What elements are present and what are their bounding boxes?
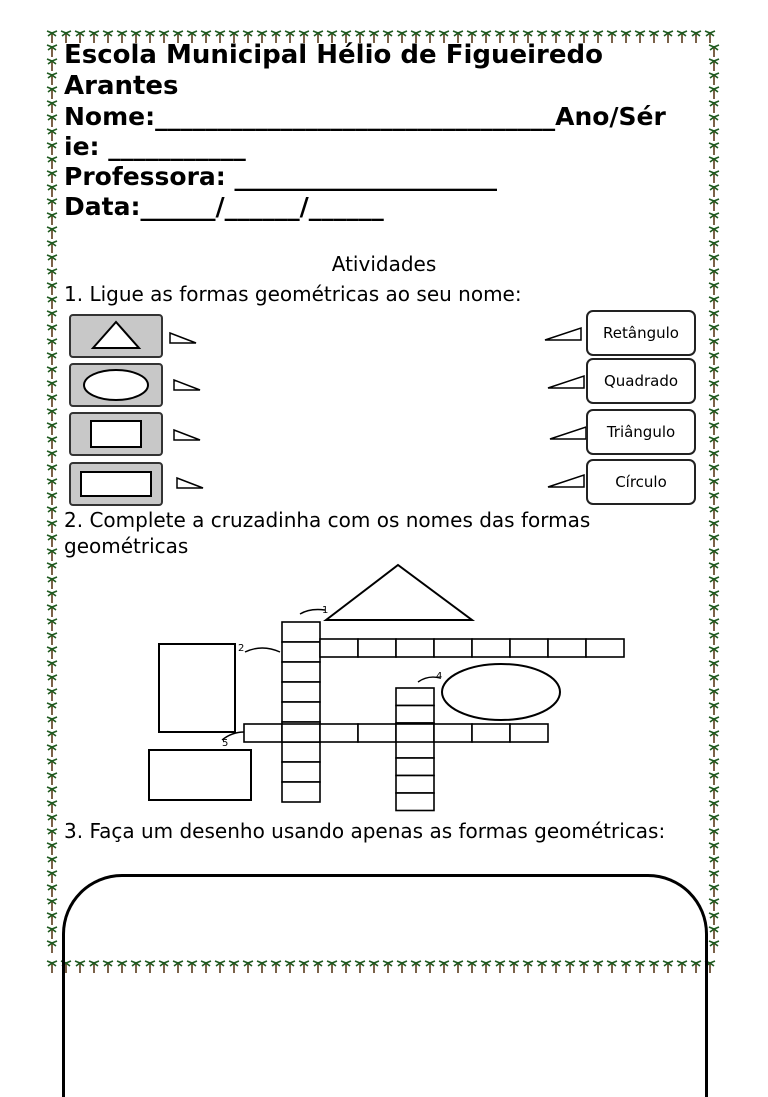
crossword-cell[interactable]	[396, 776, 434, 794]
palm-icon	[47, 241, 57, 253]
palm-icon	[47, 885, 57, 897]
pencil-arrow-icon	[546, 374, 586, 392]
palm-icon	[47, 213, 57, 225]
date-field-line: Data:______/______/______	[64, 192, 384, 221]
palm-icon	[47, 325, 57, 337]
palm-icon	[47, 171, 57, 183]
circle-shape-icon	[71, 365, 161, 405]
palm-icon	[709, 129, 719, 141]
crossword-cell[interactable]	[244, 724, 282, 742]
palm-icon	[47, 227, 57, 239]
palm-icon	[47, 87, 57, 99]
palm-icon	[47, 899, 57, 911]
palm-icon	[709, 941, 719, 953]
crossword-cell[interactable]	[586, 639, 624, 657]
palm-icon	[709, 367, 719, 379]
crossword-cell[interactable]	[472, 724, 510, 742]
crossword-cell[interactable]	[396, 724, 434, 742]
palm-icon	[47, 129, 57, 141]
palm-icon	[709, 885, 719, 897]
palm-icon	[709, 479, 719, 491]
pencil-arrow-icon	[175, 475, 207, 491]
activities-title: Atividades	[331, 252, 437, 276]
palm-icon	[47, 409, 57, 421]
palm-icon	[709, 353, 719, 365]
crossword-cell[interactable]	[434, 639, 472, 657]
crossword-cell[interactable]	[282, 762, 320, 782]
square-shape-icon	[71, 414, 161, 454]
clue-number-1: 1	[322, 605, 329, 616]
palm-icon	[47, 871, 57, 883]
palm-icon	[47, 59, 57, 71]
palm-icon	[709, 871, 719, 883]
crossword-cell[interactable]	[396, 758, 434, 776]
palm-icon	[47, 941, 57, 953]
palm-icon	[709, 101, 719, 113]
palm-icon	[47, 913, 57, 925]
crossword-cell[interactable]	[434, 724, 472, 742]
palm-icon	[47, 73, 57, 85]
palm-icon	[709, 325, 719, 337]
palm-icon	[709, 857, 719, 869]
palm-icon	[709, 521, 719, 533]
palm-icon	[47, 843, 57, 855]
palm-icon	[709, 283, 719, 295]
palm-icon	[709, 171, 719, 183]
palm-icon	[709, 185, 719, 197]
palm-icon	[709, 395, 719, 407]
palm-icon	[709, 115, 719, 127]
palm-icon	[47, 535, 57, 547]
palm-icon	[709, 87, 719, 99]
question-3: 3. Faça um desenho usando apenas as formas geométricas:	[64, 819, 666, 843]
palm-icon	[705, 31, 715, 43]
clue-number-2: 2	[238, 643, 245, 654]
crossword-cell[interactable]	[282, 724, 320, 742]
crossword-cell[interactable]	[282, 682, 320, 702]
crossword-cell[interactable]	[282, 642, 320, 662]
palm-icon	[709, 227, 719, 239]
name-card-quadrado: Quadrado	[586, 358, 696, 404]
palm-icon	[709, 843, 719, 855]
palm-icon	[709, 213, 719, 225]
palm-icon	[47, 31, 57, 43]
palm-icon	[709, 507, 719, 519]
crossword-cell[interactable]	[548, 639, 586, 657]
name-field-line: Nome:________________________________Ano/Sér	[64, 102, 666, 131]
palm-icon	[47, 493, 57, 505]
palm-icon	[47, 451, 57, 463]
serie-field-line: ie: ___________	[64, 132, 246, 161]
rectangle-shape-icon	[71, 464, 161, 504]
palm-icon	[47, 423, 57, 435]
crossword-cell[interactable]	[320, 639, 358, 657]
crossword-cell[interactable]	[472, 639, 510, 657]
palm-icon	[47, 45, 57, 57]
palm-icon	[709, 829, 719, 841]
palm-icon	[47, 157, 57, 169]
teacher-field-line: Professora: _____________________	[64, 162, 497, 191]
palm-icon	[47, 269, 57, 281]
palm-icon	[47, 185, 57, 197]
pencil-arrow-icon	[548, 425, 588, 443]
palm-icon	[47, 465, 57, 477]
pencil-arrow-icon	[543, 326, 583, 344]
palm-icon	[709, 143, 719, 155]
palm-icon	[709, 311, 719, 323]
palm-icon	[709, 913, 719, 925]
square-card	[69, 412, 163, 456]
palm-icon	[47, 507, 57, 519]
palm-icon	[709, 493, 719, 505]
palm-icon	[47, 283, 57, 295]
palm-icon	[709, 927, 719, 939]
palm-icon	[709, 899, 719, 911]
palm-icon	[47, 857, 57, 869]
crossword-cell[interactable]	[396, 793, 434, 811]
palm-icon	[709, 241, 719, 253]
palm-icon	[709, 199, 719, 211]
palm-icon	[47, 395, 57, 407]
palm-icon	[709, 45, 719, 57]
palm-icon	[709, 59, 719, 71]
palm-icon	[709, 73, 719, 85]
palm-icon	[709, 157, 719, 169]
pencil-arrow-icon	[168, 330, 200, 346]
crossword-cell[interactable]	[282, 782, 320, 802]
crossword-cell[interactable]	[510, 724, 548, 742]
palm-icon	[47, 115, 57, 127]
palm-icon	[709, 437, 719, 449]
crossword-cell[interactable]	[358, 724, 396, 742]
worksheet	[64, 40, 704, 306]
palm-icon	[47, 829, 57, 841]
palm-icon	[709, 409, 719, 421]
rectangle-card	[69, 462, 163, 506]
palm-icon	[47, 367, 57, 379]
crossword-cell[interactable]	[396, 688, 434, 706]
crossword-grid	[0, 560, 768, 820]
palm-icon	[47, 353, 57, 365]
triangle-card	[69, 314, 163, 358]
school-title: Escola Municipal Hélio de Figueiredo Arantes	[64, 40, 603, 101]
crossword-cell[interactable]	[510, 639, 548, 657]
clue-number-5: 5	[222, 738, 229, 749]
palm-icon	[709, 535, 719, 547]
palm-icon	[47, 961, 57, 973]
palm-icon	[47, 437, 57, 449]
crossword-cell[interactable]	[358, 639, 396, 657]
name-card-circulo: Círculo	[586, 459, 696, 505]
circle-card	[69, 363, 163, 407]
crossword-cell[interactable]	[396, 741, 434, 759]
name-card-retangulo: Retângulo	[586, 310, 696, 356]
palm-icon	[709, 381, 719, 393]
palm-icon	[47, 199, 57, 211]
pencil-arrow-icon	[172, 427, 204, 443]
pencil-arrow-icon	[172, 377, 204, 393]
palm-icon	[47, 311, 57, 323]
question-1: 1. Ligue as formas geométricas ao seu nome:	[64, 282, 522, 306]
palm-icon	[47, 143, 57, 155]
crossword-cell[interactable]	[282, 622, 320, 642]
question-2: 2. Complete a cruzadinha com os nomes das formas geométricas	[64, 508, 591, 558]
palm-icon	[47, 521, 57, 533]
triangle-shape-icon	[71, 316, 161, 356]
name-card-triangulo: Triângulo	[586, 409, 696, 455]
palm-icon	[709, 339, 719, 351]
palm-icon	[709, 423, 719, 435]
palm-icon	[47, 297, 57, 309]
drawing-area[interactable]	[62, 874, 708, 1097]
palm-icon	[709, 297, 719, 309]
palm-icon	[47, 101, 57, 113]
palm-icon	[47, 927, 57, 939]
crossword-cell[interactable]	[282, 742, 320, 762]
crossword-cell[interactable]	[282, 662, 320, 682]
palm-icon	[47, 479, 57, 491]
palm-icon	[709, 465, 719, 477]
crossword-cell[interactable]	[396, 706, 434, 724]
palm-icon	[709, 269, 719, 281]
palm-icon	[47, 255, 57, 267]
palm-icon	[709, 255, 719, 267]
pencil-arrow-icon	[546, 473, 586, 491]
crossword-cell[interactable]	[282, 702, 320, 722]
palm-icon	[47, 339, 57, 351]
clue-number-4: 4	[436, 671, 443, 682]
palm-icon	[709, 451, 719, 463]
crossword-cell[interactable]	[320, 724, 358, 742]
palm-icon	[47, 381, 57, 393]
crossword-cell[interactable]	[396, 639, 434, 657]
